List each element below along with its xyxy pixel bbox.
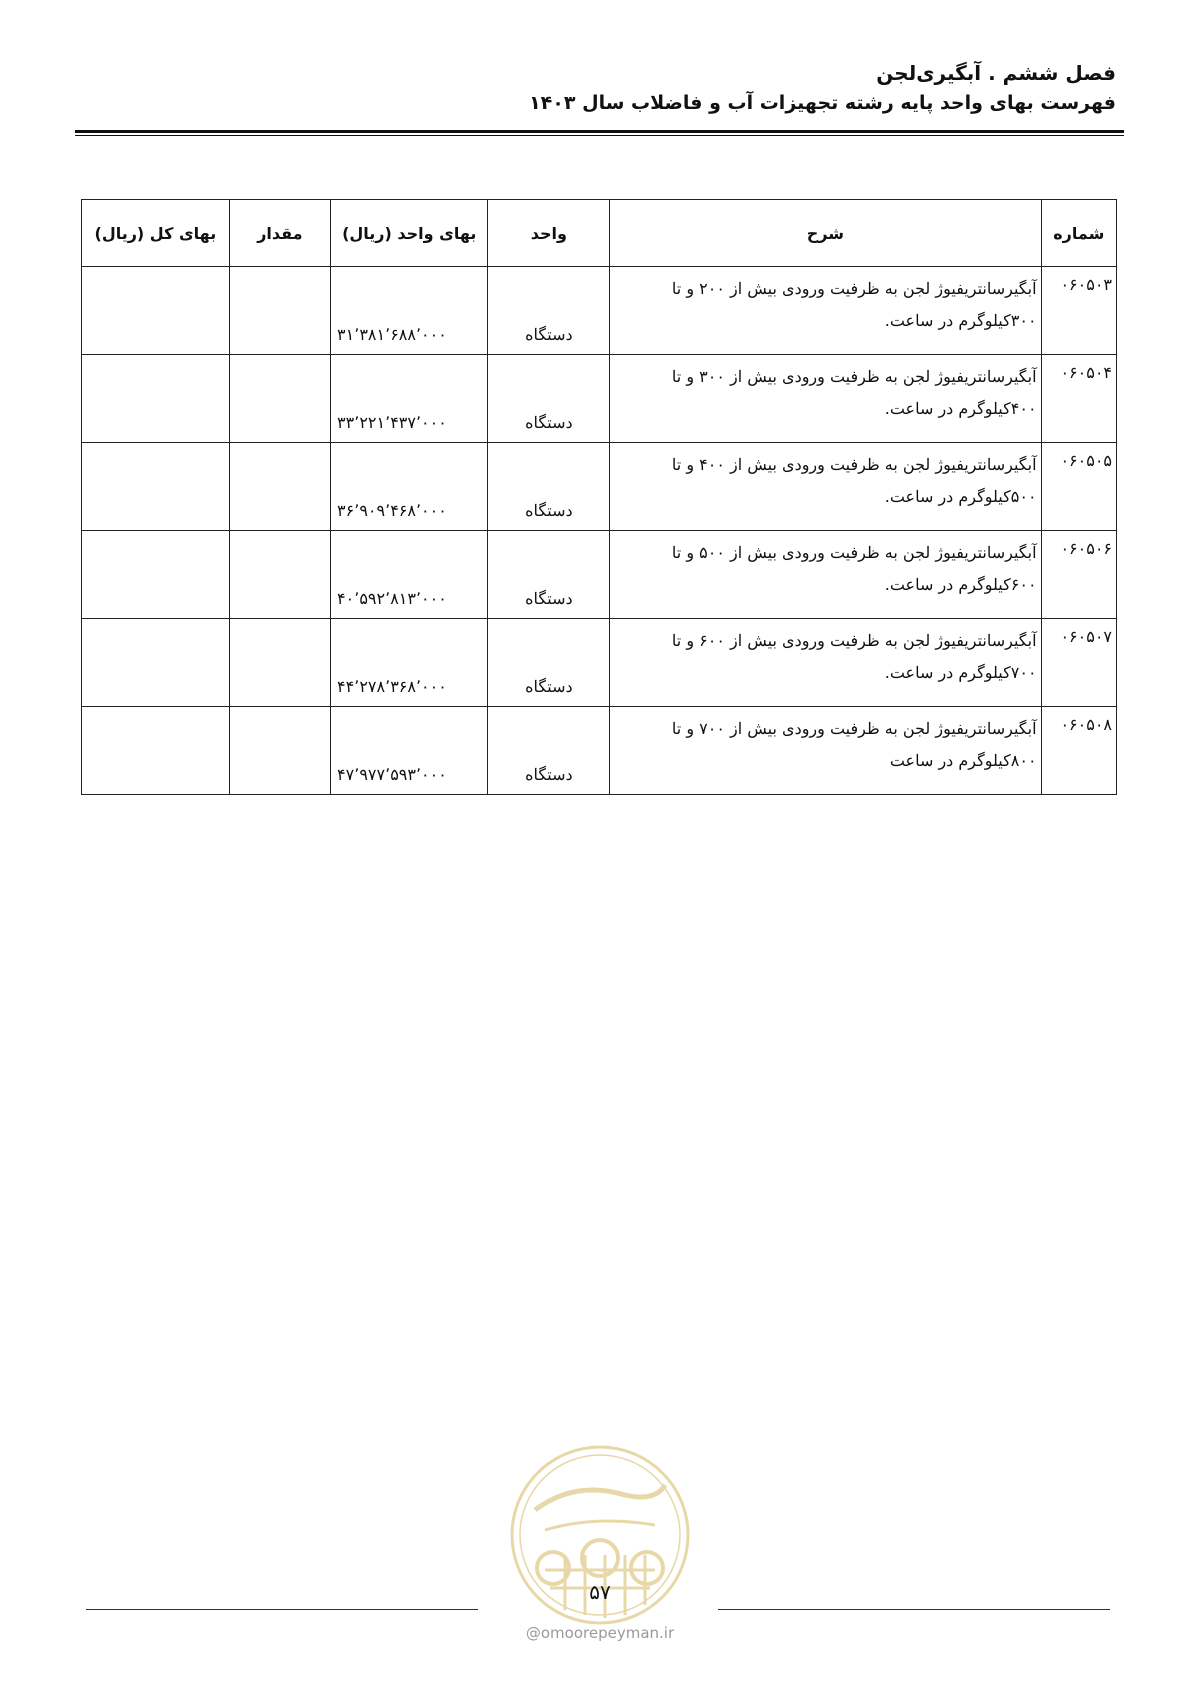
row-description	[610, 619, 1041, 707]
header-code: شماره	[1041, 200, 1116, 267]
table-row	[82, 355, 1117, 443]
table-row	[82, 531, 1117, 619]
row-unit-price: ۴۷٬۹۷۷٬۵۹۳٬۰۰۰	[331, 707, 488, 795]
row-description	[610, 707, 1041, 795]
row-description	[610, 531, 1041, 619]
header-rule-thin	[75, 135, 1124, 136]
row-quantity	[229, 707, 330, 795]
price-table	[81, 199, 1117, 795]
row-unit-price: ۳۶٬۹۰۹٬۴۶۸٬۰۰۰	[331, 443, 488, 531]
footer-rule-left	[86, 1609, 478, 1610]
row-description	[610, 267, 1041, 355]
description-line: آبگیرسانتریفیوژ لجن به ظرفیت ورودی بیش از ۴۰۰ و تا	[671, 455, 1037, 474]
description-line: ۴۰۰کیلوگرم در ساعت.	[884, 399, 1037, 418]
row-unit: دستگاه	[488, 707, 610, 795]
row-total-price	[82, 619, 230, 707]
table-row	[82, 443, 1117, 531]
header-unit-price: بهای واحد (ریال)	[331, 200, 488, 267]
row-code: ۰۶۰۵۰۶	[1041, 531, 1116, 619]
row-unit: دستگاه	[488, 531, 610, 619]
header-description: شرح	[610, 200, 1041, 267]
row-code: ۰۶۰۵۰۸	[1041, 707, 1116, 795]
row-code: ۰۶۰۵۰۳	[1041, 267, 1116, 355]
page-header	[529, 58, 1116, 118]
row-quantity	[229, 443, 330, 531]
row-unit-price: ۳۱٬۳۸۱٬۶۸۸٬۰۰۰	[331, 267, 488, 355]
row-code: ۰۶۰۵۰۷	[1041, 619, 1116, 707]
row-unit: دستگاه	[488, 267, 610, 355]
row-total-price	[82, 443, 230, 531]
row-unit: دستگاه	[488, 443, 610, 531]
row-description	[610, 443, 1041, 531]
row-unit-price: ۴۰٬۵۹۲٬۸۱۳٬۰۰۰	[331, 531, 488, 619]
row-quantity	[229, 267, 330, 355]
table-row	[82, 707, 1117, 795]
description-line: آبگیرسانتریفیوژ لجن به ظرفیت ورودی بیش از ۷۰۰ و تا	[671, 719, 1037, 738]
row-total-price	[82, 355, 230, 443]
document-subtitle: فهرست بهای واحد پایه رشته تجهیزات آب و فاضلاب سال ۱۴۰۳	[529, 92, 1116, 114]
website-watermark: @omoorepeyman.ir	[525, 1624, 675, 1642]
row-unit: دستگاه	[488, 619, 610, 707]
description-line: ۸۰۰کیلوگرم در ساعت	[889, 751, 1037, 770]
row-unit-price: ۳۳٬۲۲۱٬۴۳۷٬۰۰۰	[331, 355, 488, 443]
row-quantity	[229, 531, 330, 619]
row-total-price	[82, 531, 230, 619]
row-quantity	[229, 619, 330, 707]
table-row	[82, 619, 1117, 707]
description-line: آبگیرسانتریفیوژ لجن به ظرفیت ورودی بیش از ۶۰۰ و تا	[671, 631, 1037, 650]
row-total-price	[82, 267, 230, 355]
row-total-price	[82, 707, 230, 795]
description-line: آبگیرسانتریفیوژ لجن به ظرفیت ورودی بیش از ۳۰۰ و تا	[671, 367, 1037, 386]
chapter-title: فصل ششم . آبگیری‌لجن	[876, 61, 1116, 85]
row-code: ۰۶۰۵۰۴	[1041, 355, 1116, 443]
header-quantity: مقدار	[229, 200, 330, 267]
header-rule-thick	[75, 130, 1124, 133]
description-line: ۶۰۰کیلوگرم در ساعت.	[884, 575, 1037, 594]
row-description	[610, 355, 1041, 443]
page-number: ۵۷	[589, 1580, 611, 1604]
description-line: آبگیرسانتریفیوژ لجن به ظرفیت ورودی بیش از ۵۰۰ و تا	[671, 543, 1037, 562]
footer-rule-right	[718, 1609, 1110, 1610]
table-header-row	[82, 200, 1117, 267]
header-unit: واحد	[488, 200, 610, 267]
description-line: ۵۰۰کیلوگرم در ساعت.	[884, 487, 1037, 506]
description-line: ۷۰۰کیلوگرم در ساعت.	[884, 663, 1037, 682]
row-quantity	[229, 355, 330, 443]
description-line: آبگیرسانتریفیوژ لجن به ظرفیت ورودی بیش از ۲۰۰ و تا	[671, 279, 1037, 298]
table-row	[82, 267, 1117, 355]
header-total-price: بهای کل (ریال)	[82, 200, 230, 267]
description-line: ۳۰۰کیلوگرم در ساعت.	[884, 311, 1037, 330]
row-unit: دستگاه	[488, 355, 610, 443]
row-code: ۰۶۰۵۰۵	[1041, 443, 1116, 531]
row-unit-price: ۴۴٬۲۷۸٬۳۶۸٬۰۰۰	[331, 619, 488, 707]
